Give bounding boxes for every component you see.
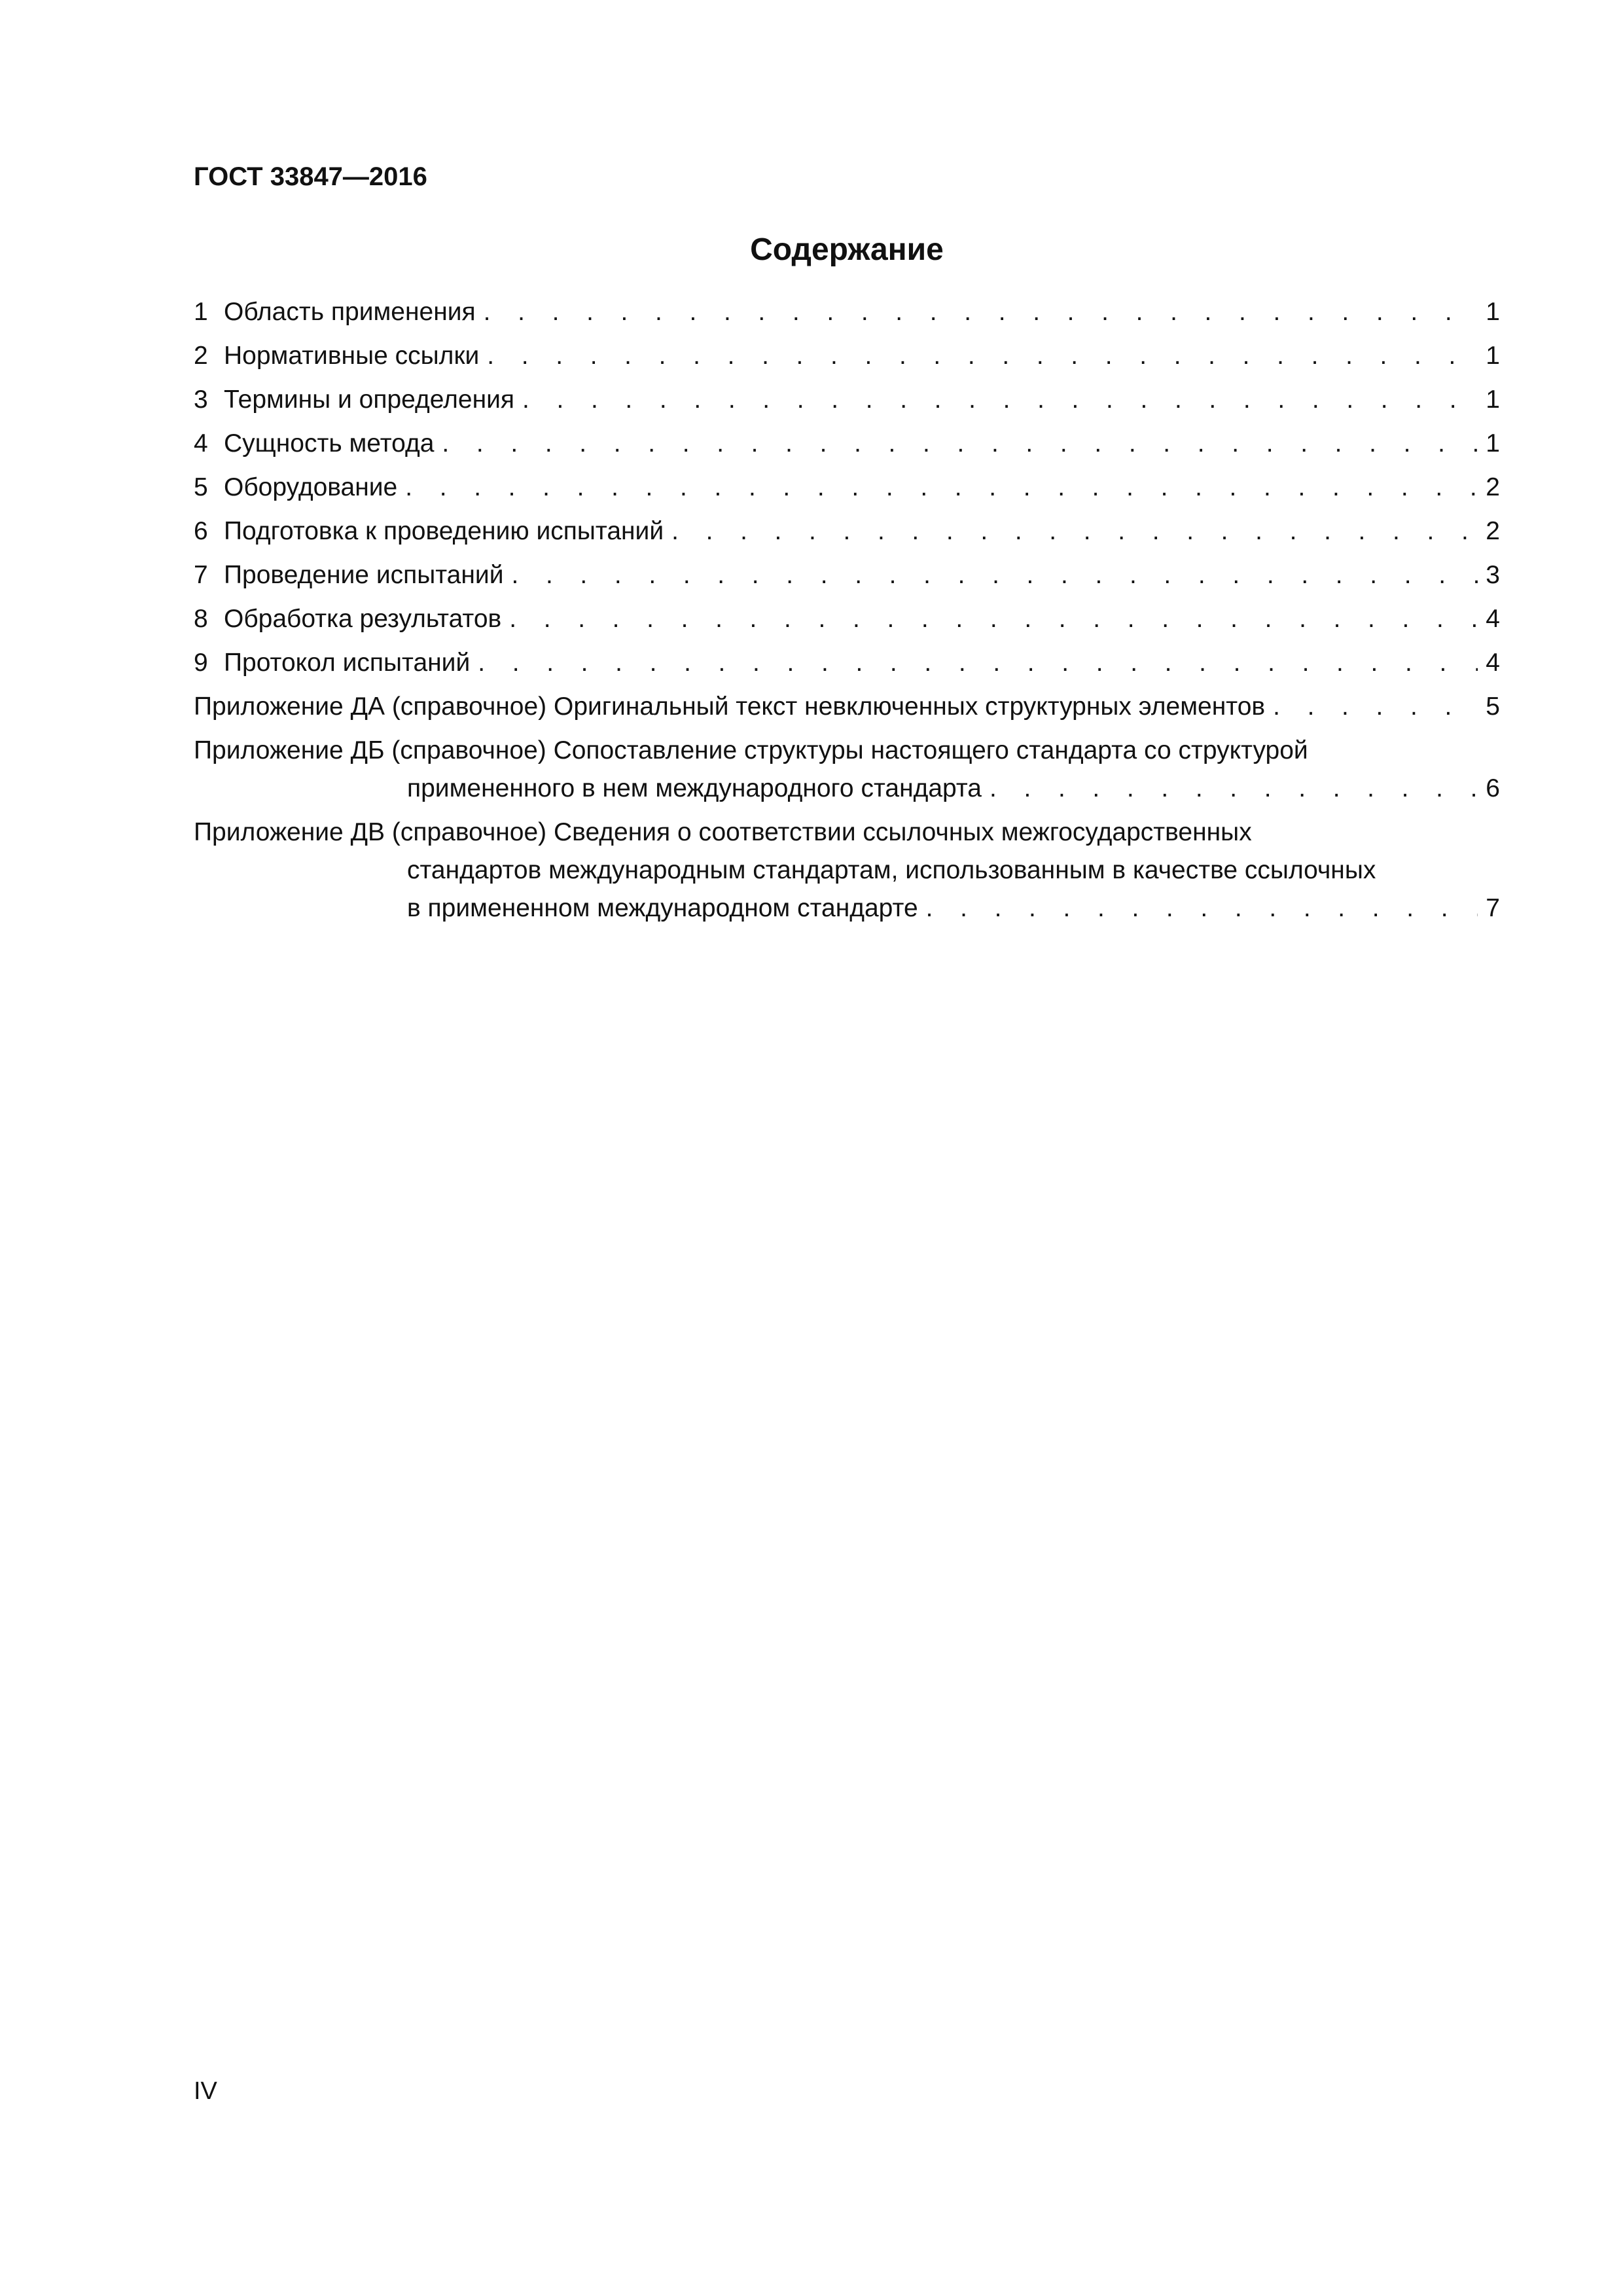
section-title: Оборудование <box>224 473 398 501</box>
page-number: 2 <box>1486 473 1500 501</box>
document-code: ГОСТ 33847—2016 <box>194 162 427 191</box>
toc-entry-section-3[interactable] <box>194 381 1500 419</box>
section-title: Область применения <box>224 298 476 326</box>
page-number: 4 <box>1486 649 1500 677</box>
section-title: Сущность метода <box>224 429 435 457</box>
dot-leader <box>476 293 1478 331</box>
dot-leader <box>1265 688 1478 726</box>
dot-leader <box>470 644 1478 682</box>
footer-page-number: IV <box>194 2077 217 2105</box>
appendix-title: Приложение ДА (справочное) Оригинальный текст невключенных структурных элементов <box>194 692 1266 721</box>
section-title: Протокол испытаний <box>224 649 471 677</box>
page-number: 2 <box>1486 517 1500 545</box>
toc-entry-section-7[interactable] <box>194 556 1500 594</box>
appendix-title-continuation: примененного в нем международного стандарта <box>407 774 982 802</box>
page-number: 1 <box>1486 429 1500 457</box>
page-number: 5 <box>1486 692 1500 721</box>
section-number: 2 <box>194 342 208 370</box>
toc-entry-appendix-db[interactable] <box>194 732 1500 808</box>
appendix-title-continuation: в примененном международном стандарте <box>407 894 918 922</box>
appendix-title: Приложение ДВ (справочное) Сведения о соответствии ссылочных межгосударственных <box>194 818 1252 846</box>
page-number: 7 <box>1486 894 1500 922</box>
dot-leader <box>514 381 1478 419</box>
dot-leader <box>479 337 1478 375</box>
section-number: 6 <box>194 517 208 545</box>
toc-entry-appendix-dv[interactable] <box>194 814 1500 927</box>
toc-entry-appendix-da[interactable] <box>194 688 1500 726</box>
dot-leader <box>982 770 1478 808</box>
toc-entry-section-5[interactable] <box>194 469 1500 507</box>
page-number: 3 <box>1486 561 1500 589</box>
section-title: Обработка результатов <box>224 605 502 633</box>
section-number: 8 <box>194 605 208 633</box>
page-number: 1 <box>1486 298 1500 326</box>
section-number: 1 <box>194 298 208 326</box>
section-number: 5 <box>194 473 208 501</box>
appendix-title-continuation: стандартов международным стандартам, использованным в качестве ссылочных <box>407 856 1376 884</box>
toc-title: Содержание <box>750 232 944 267</box>
toc-entry-section-8[interactable] <box>194 600 1500 638</box>
page-number: 4 <box>1486 605 1500 633</box>
dot-leader <box>434 425 1478 463</box>
section-title: Термины и определения <box>224 386 515 414</box>
section-title: Проведение испытаний <box>224 561 504 589</box>
section-title: Нормативные ссылки <box>224 342 480 370</box>
toc-entry-section-6[interactable] <box>194 512 1500 550</box>
page-number: 1 <box>1486 386 1500 414</box>
section-title: Подготовка к проведению испытаний <box>224 517 664 545</box>
section-number: 7 <box>194 561 208 589</box>
section-number: 3 <box>194 386 208 414</box>
dot-leader <box>918 889 1478 927</box>
appendix-title: Приложение ДБ (справочное) Сопоставление структуры настоящего стандарта со структурой <box>194 736 1308 764</box>
section-number: 9 <box>194 649 208 677</box>
toc-entry-section-2[interactable] <box>194 337 1500 375</box>
page-number: 6 <box>1486 774 1500 802</box>
table-of-contents <box>194 293 1500 933</box>
dot-leader <box>503 556 1478 594</box>
toc-entry-section-4[interactable] <box>194 425 1500 463</box>
section-number: 4 <box>194 429 208 457</box>
dot-leader <box>397 469 1478 507</box>
page-number: 1 <box>1486 342 1500 370</box>
dot-leader <box>501 600 1478 638</box>
toc-entry-section-9[interactable] <box>194 644 1500 682</box>
toc-entry-section-1[interactable] <box>194 293 1500 331</box>
dot-leader <box>664 512 1478 550</box>
